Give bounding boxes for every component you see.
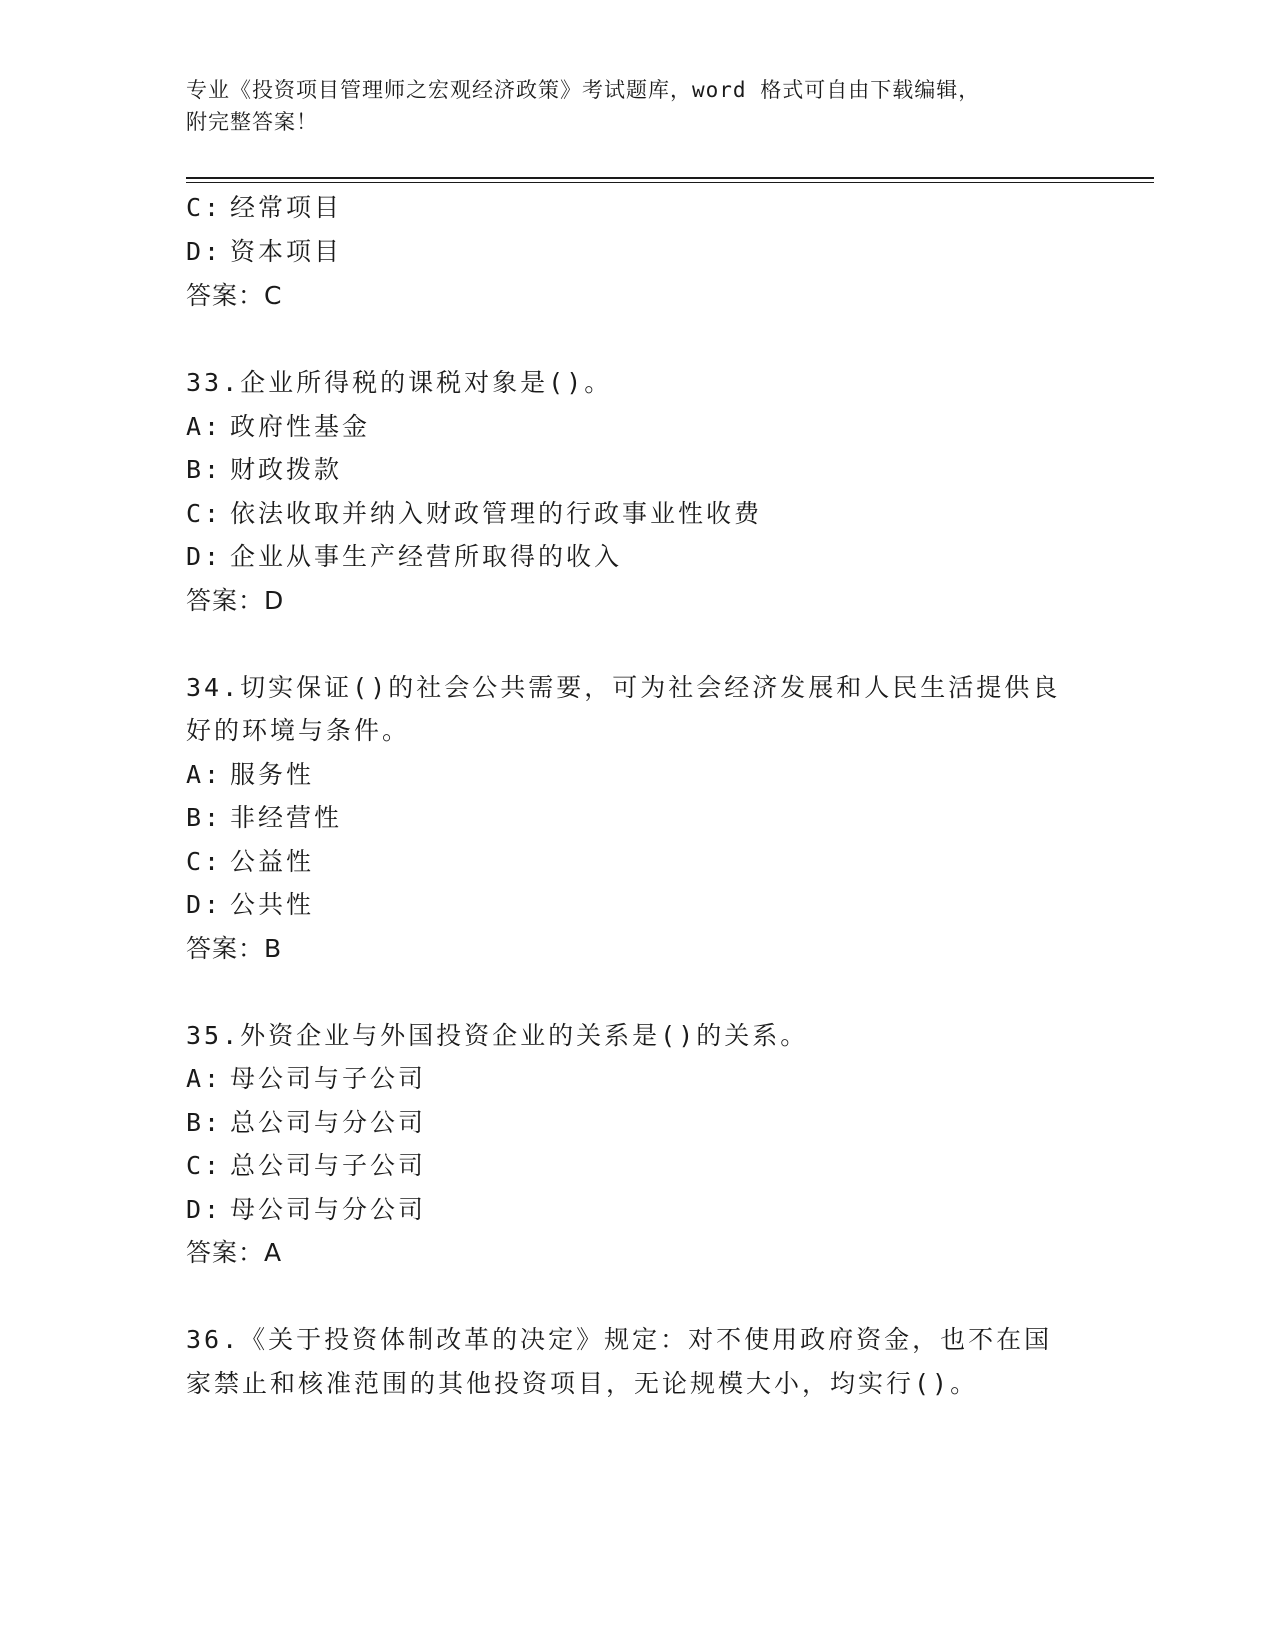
option-label: B: — [186, 1108, 223, 1137]
q35-stem: 35.外资企业与外国投资企业的关系是()的关系。 — [186, 1021, 809, 1050]
option-text: 母公司与分公司 — [230, 1195, 427, 1224]
option-label: D: — [186, 542, 223, 571]
q34-option-c — [186, 847, 314, 877]
option-label: D: — [186, 890, 223, 919]
option-text: 公共性 — [230, 890, 315, 919]
header-line-2: 附完整答案！ — [186, 110, 318, 134]
option-label: D: — [186, 1195, 223, 1224]
option-text: 依法收取并纳入财政管理的行政事业性收费 — [230, 499, 763, 528]
prev-answer: 答案：C — [186, 281, 283, 310]
q33-stem: 33.企业所得税的课税对象是()。 — [186, 368, 613, 397]
q36-stem-line-1: 36.《关于投资体制改革的决定》规定：对不使用政府资金，也不在国 — [186, 1325, 1053, 1354]
header-divider-thick — [186, 177, 1154, 179]
option-text: 财政拨款 — [230, 455, 343, 484]
option-label: C: — [186, 847, 223, 876]
q34-stem-line-1: 34.切实保证()的社会公共需要，可为社会经济发展和人民生活提供良 — [186, 673, 1061, 702]
q34-answer: 答案：B — [186, 934, 283, 963]
q33-option-a — [186, 412, 370, 442]
q33-option-c — [186, 499, 762, 529]
prev-option-c — [186, 193, 342, 223]
q34-option-b — [186, 803, 342, 833]
option-label: C: — [186, 499, 223, 528]
header-line-1: 专业《投资项目管理师之宏观经济政策》考试题库，word 格式可自由下载编辑， — [186, 78, 981, 102]
option-text: 总公司与子公司 — [230, 1151, 427, 1180]
q34-option-d — [186, 890, 314, 920]
header-divider-thin — [186, 182, 1154, 183]
option-label: A: — [186, 1064, 223, 1093]
option-label: C: — [186, 193, 223, 222]
option-text: 企业从事生产经营所取得的收入 — [230, 542, 623, 571]
q35-option-a — [186, 1064, 426, 1094]
option-text: 非经营性 — [230, 803, 343, 832]
q35-answer: 答案：A — [186, 1238, 283, 1267]
q35-option-d — [186, 1195, 426, 1225]
q33-option-b — [186, 455, 342, 485]
option-text: 服务性 — [230, 760, 315, 789]
option-text: 母公司与子公司 — [230, 1064, 427, 1093]
option-text: 资本项目 — [230, 237, 343, 266]
option-text: 总公司与分公司 — [230, 1108, 427, 1137]
option-label: A: — [186, 760, 223, 789]
q36-stem-line-2: 家禁止和核准范围的其他投资项目，无论规模大小，均实行()。 — [186, 1369, 979, 1398]
option-text: 政府性基金 — [230, 412, 371, 441]
q35-option-c — [186, 1151, 426, 1181]
q34-stem-line-2: 好的环境与条件。 — [186, 716, 411, 745]
document-header — [186, 74, 1086, 138]
option-label: A: — [186, 412, 223, 441]
option-label: C: — [186, 1151, 223, 1180]
option-label: B: — [186, 455, 223, 484]
option-label: B: — [186, 803, 223, 832]
q33-option-d — [186, 542, 622, 572]
option-text: 经常项目 — [230, 193, 343, 222]
option-label: D: — [186, 237, 223, 266]
q33-answer: 答案：D — [186, 586, 285, 615]
prev-option-d — [186, 237, 342, 267]
q34-option-a — [186, 760, 314, 790]
option-text: 公益性 — [230, 847, 315, 876]
q35-option-b — [186, 1108, 426, 1138]
